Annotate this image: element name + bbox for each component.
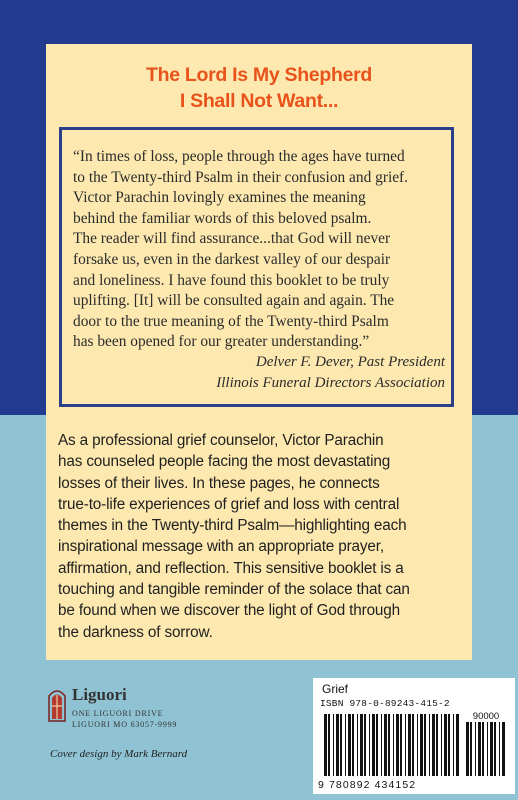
isbn-text: [320, 698, 450, 709]
barcode-digits: 9 780892 434152: [318, 779, 417, 791]
quote-line: uplifting. [It] will be consulted again and again. The: [73, 292, 395, 310]
quote-line: to the Twenty-third Psalm in their confusion and grief.: [73, 168, 409, 186]
description-line: the darkness of sorrow.: [58, 623, 213, 641]
quote-line: Victor Parachin lovingly examines the meaning: [73, 189, 366, 207]
endorsement-quote: [73, 147, 453, 353]
barcode-icon: [318, 712, 508, 778]
book-title: [46, 62, 472, 114]
quote-line: behind the familiar words of this beloved psalm.: [73, 209, 372, 227]
attribution-org: Illinois Funeral Directors Association: [216, 375, 445, 391]
quote-line: has been opened for our greater understanding.”: [73, 333, 370, 351]
quote-line: and loneliness. I have found this booklet to be truly: [73, 271, 390, 289]
description-line: touching and tangible reminder of the solace that can: [58, 581, 410, 599]
church-window-icon: [48, 686, 66, 722]
cover-design-credit: Cover design by Mark Bernard: [50, 748, 188, 760]
description-line: be found when we discover the light of God through: [58, 602, 401, 620]
publisher-address-line-2: LIGUORI MO 63057-9999: [72, 720, 178, 729]
description-line: losses of their lives. In these pages, he connects: [58, 474, 380, 492]
description-line: themes in the Twenty-third Psalm—highlighting each: [58, 517, 407, 535]
quote-line: The reader will find assurance...that God will never: [73, 230, 391, 248]
description-line: affirmation, and reflection. This sensitive booklet is a: [58, 559, 404, 577]
quote-line: forsake us, even in the darkest valley of our despair: [73, 250, 391, 268]
publisher-name: Liguori: [72, 685, 127, 704]
attribution-name: Delver F. Dever, Past President: [255, 354, 445, 370]
description-line: inspirational message with an appropriate prayer,: [58, 538, 384, 556]
price-code: 90000: [472, 712, 500, 722]
quote-attribution: [216, 352, 445, 394]
book-description: [58, 430, 468, 643]
publisher-address-line-1: ONE LIGUORI DRIVE: [72, 709, 164, 718]
quote-line: door to the true meaning of the Twenty-third Psalm: [73, 312, 389, 330]
description-line: true-to-life experiences of grief and loss with central: [58, 495, 400, 513]
description-line: has counseled people facing the most devastating: [58, 453, 391, 471]
title-line-1: The Lord Is My Shepherd: [145, 64, 373, 86]
isbn-number: ISBN 978-0-89243-415-2: [320, 698, 450, 709]
quote-line: “In times of loss, people through the ages have turned: [73, 148, 405, 165]
title-line-2: I Shall Not Want...: [179, 90, 339, 112]
barcode-category: Grief: [322, 682, 349, 696]
description-line: As a professional grief counselor, Victor Parachin: [58, 432, 384, 449]
